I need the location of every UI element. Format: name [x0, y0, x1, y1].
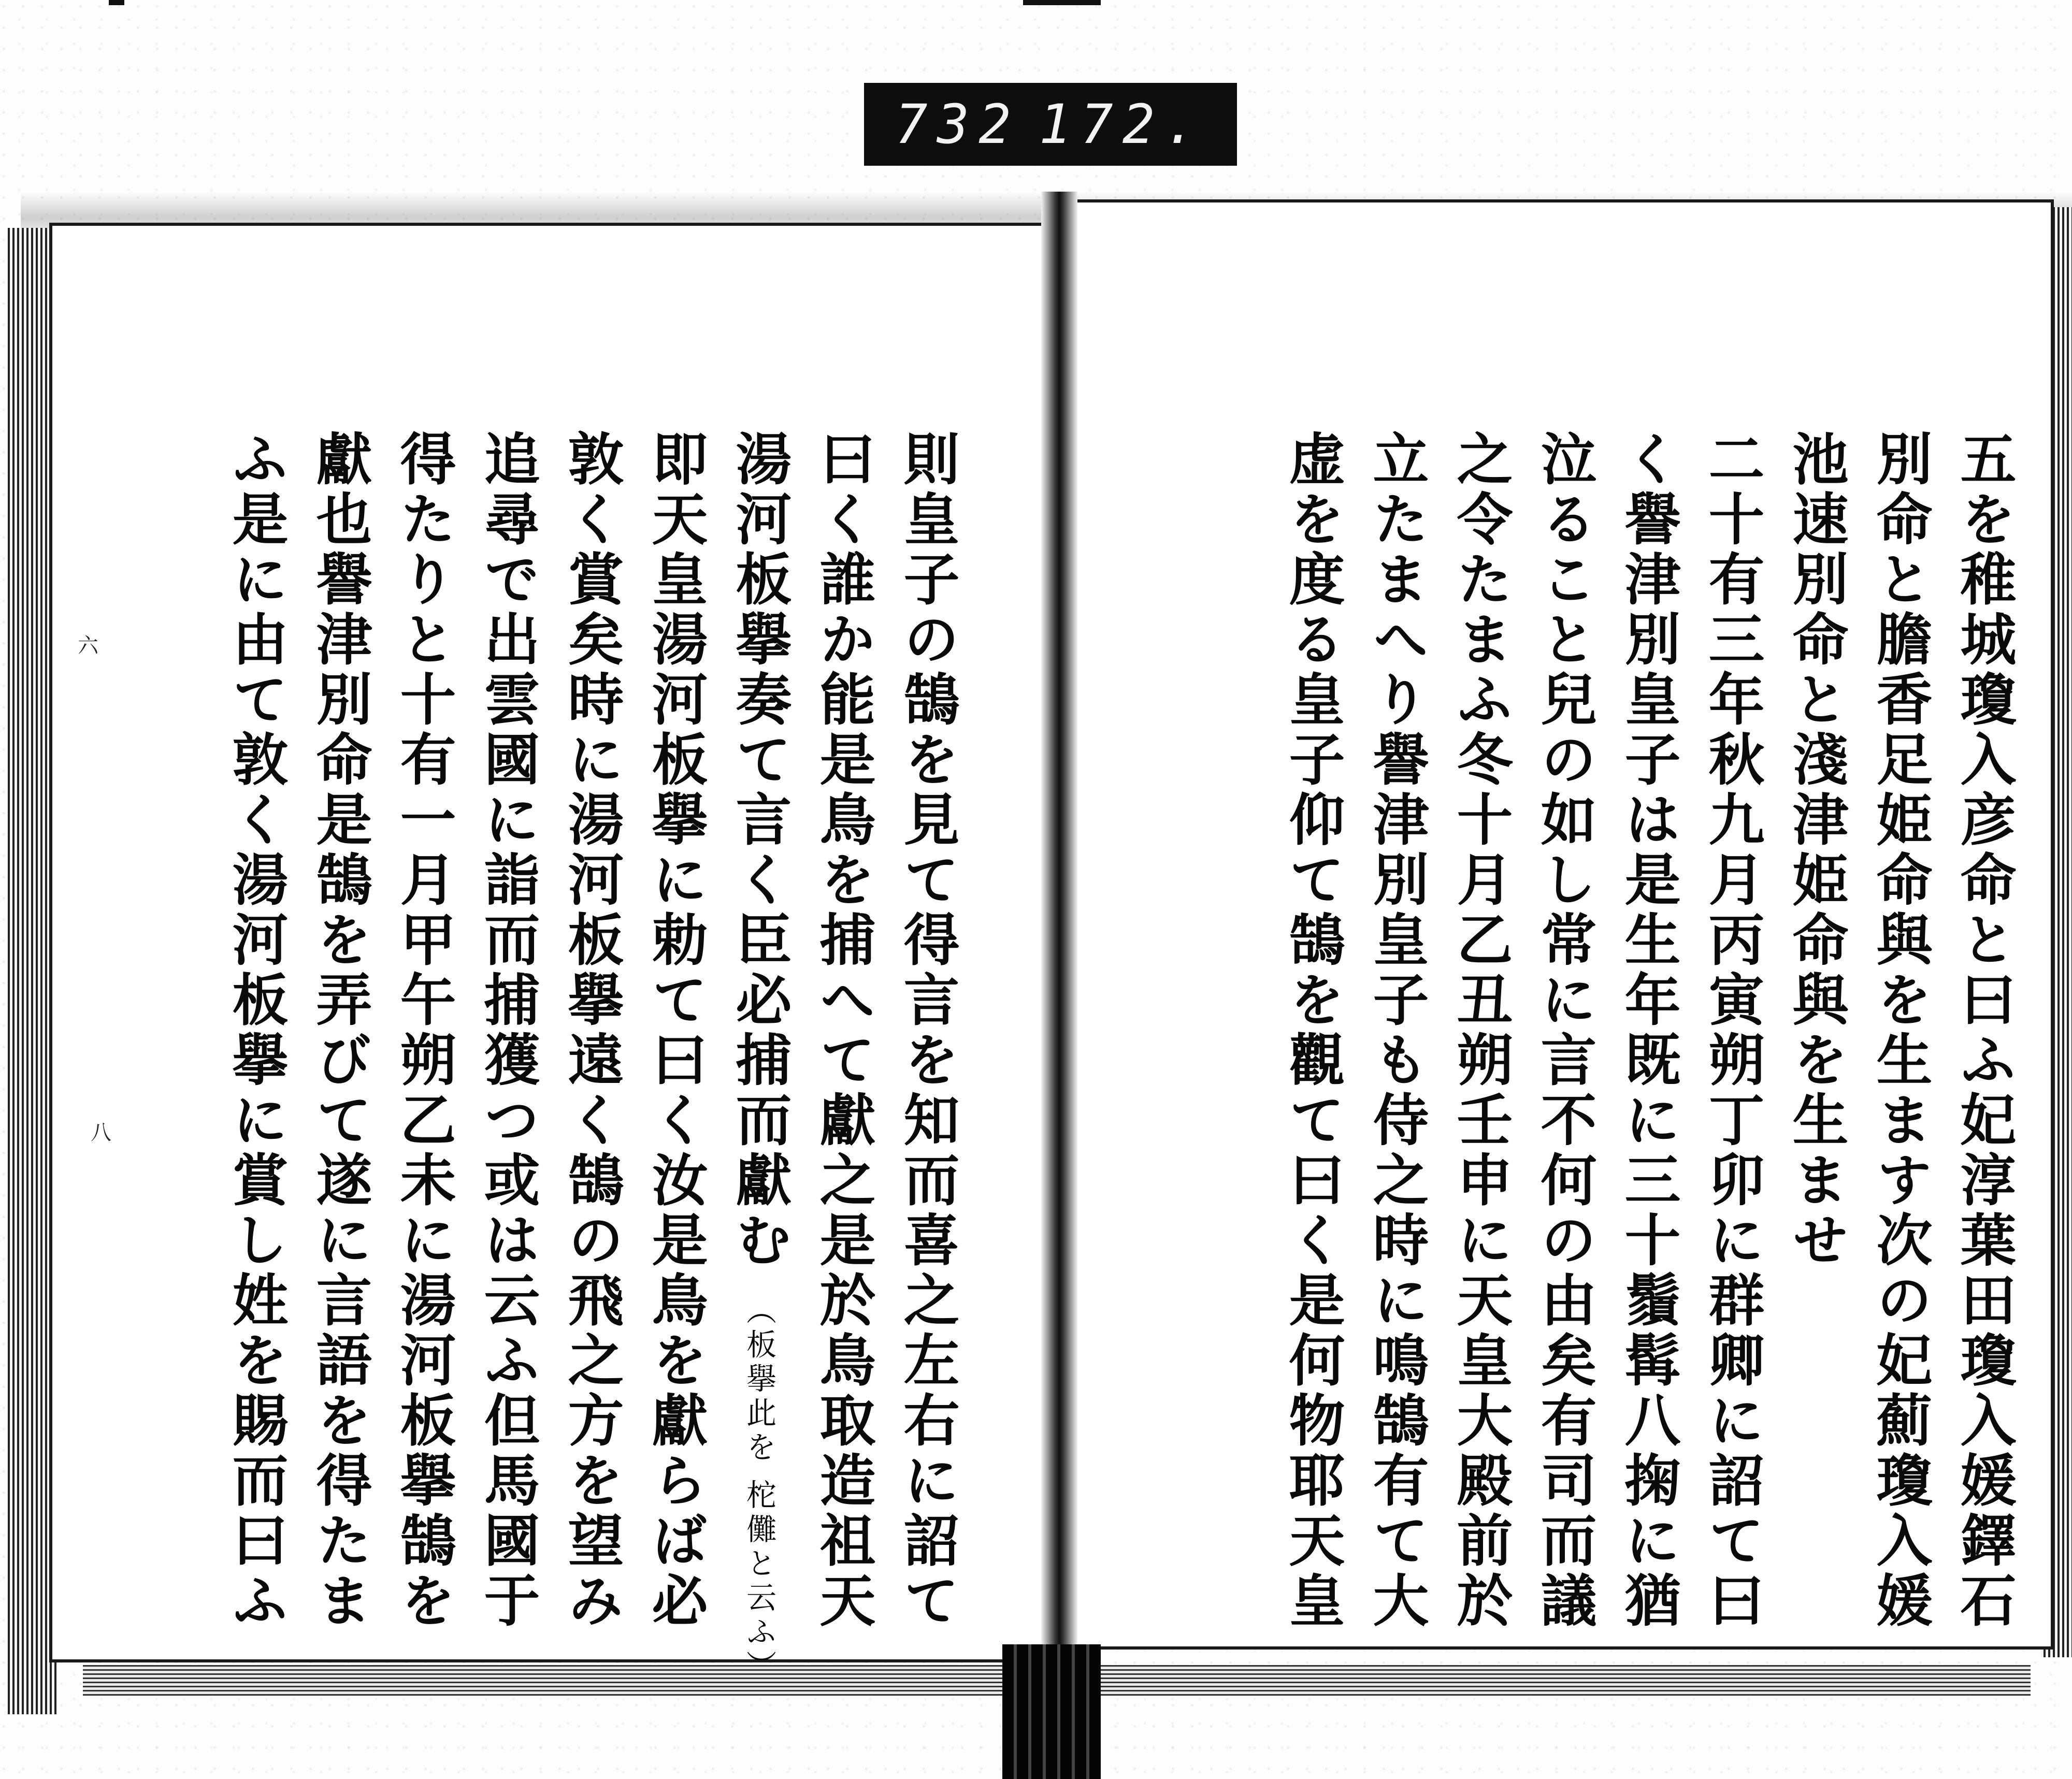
inline-annotation — [741, 1295, 776, 1684]
spine-bottom-block — [1002, 1644, 1101, 1779]
margin-mark: 六 — [78, 634, 98, 658]
text-column: 泣ること兒の如し常に言不何の由矣有司而議 — [1531, 430, 1596, 1631]
frame-number-label — [864, 83, 1237, 166]
text-column — [717, 430, 801, 1685]
text-column: く譽津別皇子は是生年既に三十鬚髯八掬に猶 — [1615, 430, 1680, 1631]
text-column: ふ是に由て敦く湯河板擧に賞し姓を賜而曰ふ — [223, 430, 288, 1631]
text-column: 追尋で出雲國に詣而捕獲つ或は云ふ但馬國于 — [474, 430, 540, 1631]
text-column: 即天皇湯河板擧に勅て曰く汝是鳥を獻らば必 — [642, 430, 708, 1631]
text-column: 五を稚城瓊入彦命と曰ふ妃淳葉田瓊入媛鐸石 — [1951, 430, 2016, 1631]
text-column: 曰く誰か能是鳥を捕へて獻之是於鳥取造祖天 — [810, 430, 875, 1631]
text-column-main: 湯河板擧奏て言く臣必捕而獻む — [726, 430, 792, 1271]
text-column: 得たりと十有一月甲午朔乙未に湯河板擧鵠を — [391, 430, 456, 1631]
text-column: 獻也譽津別命是鵠を弄びて遂に言語を得たま — [307, 430, 372, 1631]
text-column: 虚を度る皇子仰て鵠を觀て曰く是何物耶天皇 — [1279, 430, 1345, 1631]
text-column: 池速別命と淺津姫命與を生ませ — [1783, 430, 1848, 1271]
inline-annotation-line: 柁儺と云ふ） — [741, 1479, 776, 1685]
top-edge-mark — [1023, 0, 1101, 5]
text-column: 之令たまふ冬十月乙丑朔壬申に天皇大殿前於 — [1447, 430, 1513, 1631]
top-edge-mark — [109, 0, 124, 5]
text-column: 敦く賞矣時に湯河板擧遠く鵠の飛之方を望み — [558, 430, 624, 1631]
right-page-text — [1186, 430, 2025, 1631]
text-column: 則皇子の鵠を見て得言を知而喜之左右に詔て — [894, 430, 959, 1631]
left-page-text — [119, 430, 969, 1685]
inline-annotation-line: （板擧此を — [741, 1294, 776, 1466]
frame-number-right: 172. — [1039, 93, 1206, 156]
book-spine — [1041, 192, 1077, 1657]
text-column: 二十有三年秋九月丙寅朔丁卯に群卿に詔て曰 — [1699, 430, 1764, 1631]
text-column: 立たまへり譽津別皇子も侍之時に鳴鵠有て大 — [1363, 430, 1429, 1631]
margin-mark: 八 — [91, 1121, 111, 1145]
text-column: 別命と膽香足姫命與を生ます次の妃薊瓊入媛 — [1867, 430, 1932, 1631]
frame-number-left: 732 — [895, 93, 1020, 156]
